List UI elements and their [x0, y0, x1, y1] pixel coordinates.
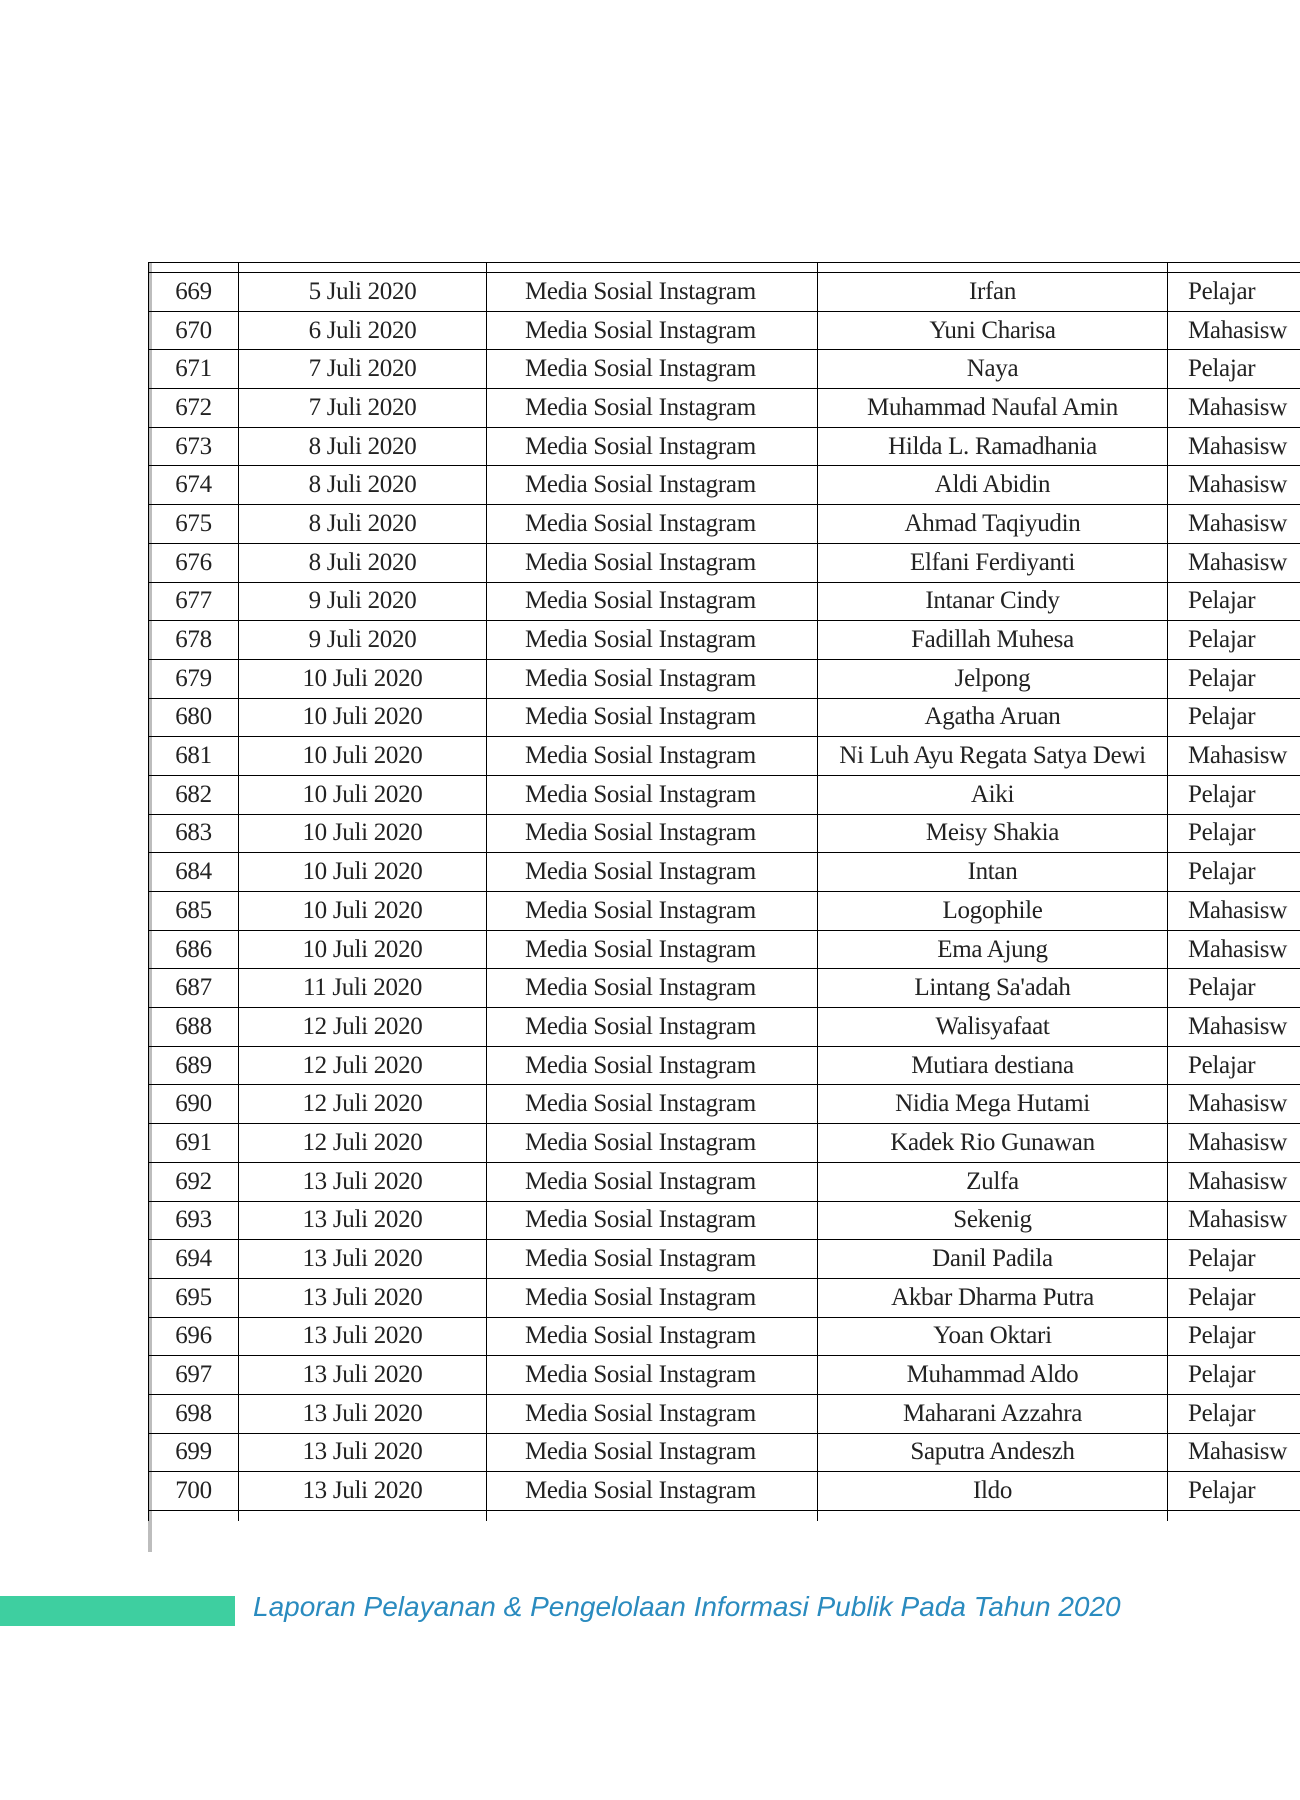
table-row: [149, 273, 1300, 312]
cell-date: 10 Juli 2020: [239, 930, 487, 969]
cell-number: 694: [149, 1240, 239, 1279]
cell-occupation: Pelajar: [1168, 582, 1300, 621]
cell-number: 691: [149, 1124, 239, 1163]
cell-number: 689: [149, 1046, 239, 1085]
cell-occupation: Pelajar: [1168, 1317, 1300, 1356]
cell-source: Media Sosial Instagram: [487, 543, 818, 582]
cell-occupation: Mahasisw: [1168, 737, 1300, 776]
cell-occupation: Mahasisw: [1168, 543, 1300, 582]
cell-date: 7 Juli 2020: [239, 389, 487, 428]
cell-occupation: Mahasisw: [1168, 427, 1300, 466]
cell-date: 6 Juli 2020: [239, 311, 487, 350]
table-row: [149, 737, 1300, 776]
cell-name: Ahmad Taqiyudin: [818, 505, 1168, 544]
table-row: [149, 1201, 1300, 1240]
table-row: [149, 1162, 1300, 1201]
table-row: [149, 466, 1300, 505]
table-row: [149, 1433, 1300, 1472]
cell-occupation: Mahasisw: [1168, 1201, 1300, 1240]
cell-occupation: Pelajar: [1168, 1240, 1300, 1279]
cell-number: 677: [149, 582, 239, 621]
cell-source: Media Sosial Instagram: [487, 1356, 818, 1395]
cell-source: Media Sosial Instagram: [487, 969, 818, 1008]
cell-source: Media Sosial Instagram: [487, 892, 818, 931]
table-top-stub-row: [149, 263, 1300, 273]
cell-date: 13 Juli 2020: [239, 1317, 487, 1356]
cell-occupation: Pelajar: [1168, 814, 1300, 853]
cell-number: 679: [149, 659, 239, 698]
cell-name: Logophile: [818, 892, 1168, 931]
cell-source: Media Sosial Instagram: [487, 389, 818, 428]
cell-number: 699: [149, 1433, 239, 1472]
cell-date: 9 Juli 2020: [239, 621, 487, 660]
cell-occupation: Pelajar: [1168, 621, 1300, 660]
cell-occupation: Pelajar: [1168, 659, 1300, 698]
table-row: [149, 775, 1300, 814]
cell-occupation: Mahasisw: [1168, 311, 1300, 350]
cell-number: 683: [149, 814, 239, 853]
table-row: [149, 930, 1300, 969]
cell-occupation: Pelajar: [1168, 1394, 1300, 1433]
cell-occupation: Mahasisw: [1168, 1008, 1300, 1047]
table-body: [149, 263, 1300, 1521]
cell-number: 673: [149, 427, 239, 466]
table-row: [149, 1008, 1300, 1047]
cell-name: Sekenig: [818, 1201, 1168, 1240]
cell-date: 10 Juli 2020: [239, 737, 487, 776]
cell-number: 682: [149, 775, 239, 814]
cell-date: 10 Juli 2020: [239, 775, 487, 814]
cell-occupation: Pelajar: [1168, 350, 1300, 389]
table-row: [149, 659, 1300, 698]
cell-number: 695: [149, 1278, 239, 1317]
cell-name: Mutiara destiana: [818, 1046, 1168, 1085]
cell-date: 8 Juli 2020: [239, 505, 487, 544]
cell-source: Media Sosial Instagram: [487, 814, 818, 853]
cell-date: 13 Juli 2020: [239, 1472, 487, 1511]
cell-name: Kadek Rio Gunawan: [818, 1124, 1168, 1163]
footer-accent-bar: [0, 1596, 235, 1626]
cell-date: 13 Juli 2020: [239, 1278, 487, 1317]
cell-number: 675: [149, 505, 239, 544]
table-row: [149, 853, 1300, 892]
cell-date: 8 Juli 2020: [239, 427, 487, 466]
cell-name: Aldi Abidin: [818, 466, 1168, 505]
cell-name: Fadillah Muhesa: [818, 621, 1168, 660]
cell-date: 5 Juli 2020: [239, 273, 487, 312]
cell-source: Media Sosial Instagram: [487, 930, 818, 969]
cell-occupation: Mahasisw: [1168, 505, 1300, 544]
table-bottom-stub-row: [149, 1511, 1300, 1521]
cell-date: 9 Juli 2020: [239, 582, 487, 621]
cell-date: 12 Juli 2020: [239, 1046, 487, 1085]
cell-source: Media Sosial Instagram: [487, 1046, 818, 1085]
cell-name: Ildo: [818, 1472, 1168, 1511]
cell-name: Intan: [818, 853, 1168, 892]
cell-source: Media Sosial Instagram: [487, 1317, 818, 1356]
cell-name: Zulfa: [818, 1162, 1168, 1201]
cell-occupation: Pelajar: [1168, 1356, 1300, 1395]
cell-date: 10 Juli 2020: [239, 698, 487, 737]
cell-source: Media Sosial Instagram: [487, 1124, 818, 1163]
table-row: [149, 969, 1300, 1008]
cell-source: Media Sosial Instagram: [487, 311, 818, 350]
cell-source: Media Sosial Instagram: [487, 1240, 818, 1279]
table-row: [149, 427, 1300, 466]
cell-name: Agatha Aruan: [818, 698, 1168, 737]
cell-name: Muhammad Aldo: [818, 1356, 1168, 1395]
cell-source: Media Sosial Instagram: [487, 698, 818, 737]
table-row: [149, 311, 1300, 350]
cell-number: 678: [149, 621, 239, 660]
cell-source: Media Sosial Instagram: [487, 466, 818, 505]
cell-date: 10 Juli 2020: [239, 853, 487, 892]
table-row: [149, 582, 1300, 621]
cell-name: Nidia Mega Hutami: [818, 1085, 1168, 1124]
cell-name: Danil Padila: [818, 1240, 1168, 1279]
cell-source: Media Sosial Instagram: [487, 1085, 818, 1124]
cell-source: Media Sosial Instagram: [487, 853, 818, 892]
cell-number: 686: [149, 930, 239, 969]
cell-source: Media Sosial Instagram: [487, 1008, 818, 1047]
cell-number: 698: [149, 1394, 239, 1433]
cell-source: Media Sosial Instagram: [487, 1394, 818, 1433]
cell-occupation: Mahasisw: [1168, 892, 1300, 931]
table-row: [149, 1278, 1300, 1317]
cell-occupation: Pelajar: [1168, 775, 1300, 814]
cell-occupation: Mahasisw: [1168, 466, 1300, 505]
cell-occupation: Pelajar: [1168, 969, 1300, 1008]
cell-number: 692: [149, 1162, 239, 1201]
table-row: [149, 1085, 1300, 1124]
cell-date: 13 Juli 2020: [239, 1356, 487, 1395]
cell-number: 687: [149, 969, 239, 1008]
cell-date: 10 Juli 2020: [239, 892, 487, 931]
cell-number: 670: [149, 311, 239, 350]
cell-occupation: Pelajar: [1168, 853, 1300, 892]
cell-name: Yoan Oktari: [818, 1317, 1168, 1356]
table-row: [149, 505, 1300, 544]
cell-number: 693: [149, 1201, 239, 1240]
cell-name: Yuni Charisa: [818, 311, 1168, 350]
cell-occupation: Mahasisw: [1168, 930, 1300, 969]
cell-occupation: Pelajar: [1168, 698, 1300, 737]
cell-date: 12 Juli 2020: [239, 1008, 487, 1047]
table-row: [149, 389, 1300, 428]
cell-name: Naya: [818, 350, 1168, 389]
cell-date: 8 Juli 2020: [239, 466, 487, 505]
cell-date: 10 Juli 2020: [239, 814, 487, 853]
cell-date: 13 Juli 2020: [239, 1394, 487, 1433]
cell-name: Saputra Andeszh: [818, 1433, 1168, 1472]
cell-date: 12 Juli 2020: [239, 1124, 487, 1163]
cell-number: 676: [149, 543, 239, 582]
cell-occupation: Pelajar: [1168, 273, 1300, 312]
cell-name: Intanar Cindy: [818, 582, 1168, 621]
cell-occupation: Pelajar: [1168, 1278, 1300, 1317]
table-row: [149, 1317, 1300, 1356]
cell-number: 696: [149, 1317, 239, 1356]
cell-occupation: Pelajar: [1168, 1472, 1300, 1511]
cell-name: Elfani Ferdiyanti: [818, 543, 1168, 582]
cell-source: Media Sosial Instagram: [487, 273, 818, 312]
cell-date: 13 Juli 2020: [239, 1240, 487, 1279]
cell-date: 13 Juli 2020: [239, 1433, 487, 1472]
cell-name: Walisyafaat: [818, 1008, 1168, 1047]
cell-number: 672: [149, 389, 239, 428]
cell-number: 674: [149, 466, 239, 505]
cell-source: Media Sosial Instagram: [487, 775, 818, 814]
table-row: [149, 543, 1300, 582]
cell-source: Media Sosial Instagram: [487, 1278, 818, 1317]
cell-occupation: Mahasisw: [1168, 1124, 1300, 1163]
cell-name: Aiki: [818, 775, 1168, 814]
data-table-container: [148, 262, 1300, 1552]
cell-number: 685: [149, 892, 239, 931]
cell-number: 671: [149, 350, 239, 389]
cell-name: Akbar Dharma Putra: [818, 1278, 1168, 1317]
table-row: [149, 698, 1300, 737]
cell-name: Jelpong: [818, 659, 1168, 698]
cell-name: Muhammad Naufal Amin: [818, 389, 1168, 428]
table-row: [149, 892, 1300, 931]
cell-date: 13 Juli 2020: [239, 1201, 487, 1240]
cell-source: Media Sosial Instagram: [487, 582, 818, 621]
data-table: [148, 262, 1300, 1521]
cell-source: Media Sosial Instagram: [487, 350, 818, 389]
cell-occupation: Mahasisw: [1168, 1162, 1300, 1201]
cell-number: 690: [149, 1085, 239, 1124]
cell-name: Lintang Sa'adah: [818, 969, 1168, 1008]
table-row: [149, 350, 1300, 389]
cell-date: 13 Juli 2020: [239, 1162, 487, 1201]
cell-name: Hilda L. Ramadhania: [818, 427, 1168, 466]
cell-date: 10 Juli 2020: [239, 659, 487, 698]
cell-date: 12 Juli 2020: [239, 1085, 487, 1124]
cell-occupation: Mahasisw: [1168, 1085, 1300, 1124]
cell-number: 700: [149, 1472, 239, 1511]
table-row: [149, 814, 1300, 853]
cell-source: Media Sosial Instagram: [487, 1433, 818, 1472]
cell-date: 8 Juli 2020: [239, 543, 487, 582]
cell-date: 11 Juli 2020: [239, 969, 487, 1008]
cell-name: Meisy Shakia: [818, 814, 1168, 853]
cell-occupation: Mahasisw: [1168, 389, 1300, 428]
cell-source: Media Sosial Instagram: [487, 505, 818, 544]
cell-name: Ni Luh Ayu Regata Satya Dewi: [818, 737, 1168, 776]
cell-name: Irfan: [818, 273, 1168, 312]
cell-name: Maharani Azzahra: [818, 1394, 1168, 1433]
cell-occupation: Mahasisw: [1168, 1433, 1300, 1472]
table-row: [149, 1356, 1300, 1395]
cell-number: 684: [149, 853, 239, 892]
cell-source: Media Sosial Instagram: [487, 659, 818, 698]
cell-source: Media Sosial Instagram: [487, 737, 818, 776]
cell-source: Media Sosial Instagram: [487, 621, 818, 660]
table-row: [149, 1240, 1300, 1279]
cell-source: Media Sosial Instagram: [487, 1201, 818, 1240]
table-row: [149, 1472, 1300, 1511]
cell-number: 681: [149, 737, 239, 776]
table-row: [149, 1124, 1300, 1163]
footer-title: Laporan Pelayanan & Pengelolaan Informasi Publik Pada Tahun 2020: [253, 1591, 1121, 1622]
cell-name: Ema Ajung: [818, 930, 1168, 969]
table-row: [149, 1046, 1300, 1085]
cell-number: 680: [149, 698, 239, 737]
cell-number: 669: [149, 273, 239, 312]
cell-number: 688: [149, 1008, 239, 1047]
cell-date: 7 Juli 2020: [239, 350, 487, 389]
cell-source: Media Sosial Instagram: [487, 1472, 818, 1511]
table-row: [149, 621, 1300, 660]
cell-number: 697: [149, 1356, 239, 1395]
table-row: [149, 1394, 1300, 1433]
cell-source: Media Sosial Instagram: [487, 427, 818, 466]
cell-source: Media Sosial Instagram: [487, 1162, 818, 1201]
cell-occupation: Pelajar: [1168, 1046, 1300, 1085]
